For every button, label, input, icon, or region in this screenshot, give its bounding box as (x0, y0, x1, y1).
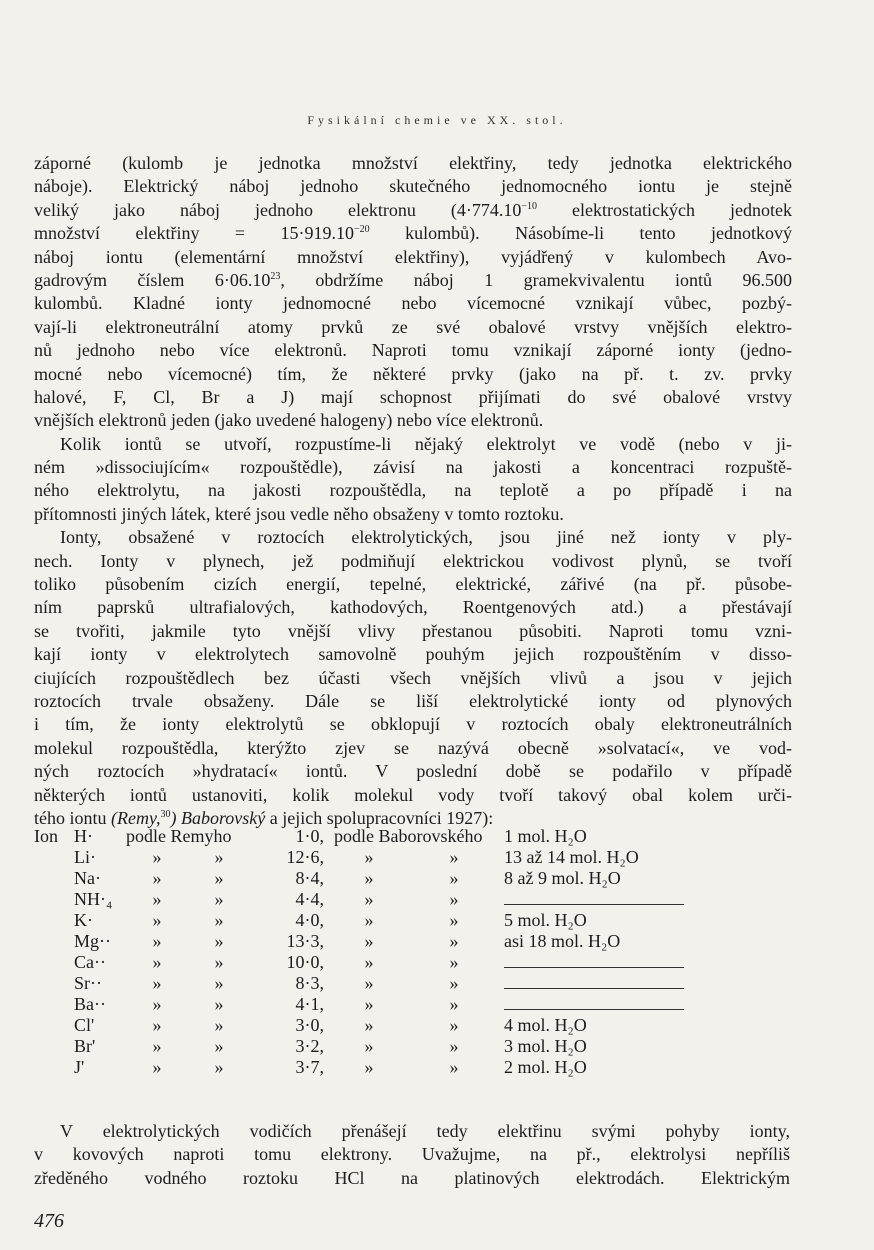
ditto-mark: » (449, 847, 459, 867)
ion-name: J' (74, 1057, 85, 1077)
ditto-mark: » (152, 847, 162, 867)
ditto-mark: » (214, 973, 224, 993)
ditto-mark: » (449, 910, 459, 930)
text-line: kají ionty v elektrolytech samovolně pouhým jejich rozpouštěním v disso- (34, 644, 792, 665)
table-row (34, 847, 774, 868)
ion-name: K· (74, 910, 93, 930)
ion-name: Na· (74, 868, 101, 888)
ditto-mark: » (364, 868, 374, 888)
ditto-mark: » (449, 868, 459, 888)
remy-value: 8·3, (295, 973, 324, 993)
baborovsky-value: 4 mol. H₂O (504, 1015, 587, 1035)
remy-value: 4·0, (295, 910, 324, 930)
ion-label-cell (34, 973, 74, 994)
table-row (34, 1036, 774, 1057)
ditto-mark: » (449, 889, 459, 909)
ditto-mark: » (214, 931, 224, 951)
ion-label-cell (34, 931, 74, 952)
remy-value: 12·6, (286, 847, 324, 867)
blank-rule (504, 978, 684, 989)
text-line: toliko působením cizích energií, tepelné, elektrické, zářivé (na př. působe- (34, 574, 792, 595)
table-row (34, 868, 774, 889)
baborovsky-value: 5 mol. H₂O (504, 910, 587, 930)
ion-label-cell (34, 847, 74, 868)
baborovsky-value: asi 18 mol. H₂O (504, 931, 621, 951)
text-line: tého iontu (Remy,$^{30}$) Baborovský a jejich spolupracovníci 1927): (34, 807, 494, 828)
remy-value: 3·0, (295, 1015, 324, 1035)
ion-name: H· (74, 826, 93, 846)
ditto-mark: » (449, 1057, 459, 1077)
ion-label-cell (34, 1036, 74, 1057)
text-line: Kolik iontů se utvoří, rozpustíme-li nějaký elektrolyt ve vodě (nebo v ji- (60, 433, 792, 454)
remy-value: 3·7, (295, 1057, 324, 1077)
ion-label-cell (34, 994, 74, 1015)
ion-label-cell (34, 1015, 74, 1036)
ditto-mark: » (364, 847, 374, 867)
text-line: náboje). Elektrický náboj jednoho skutečného jednomocného iontu je stejně (34, 176, 792, 197)
ditto-mark: » (214, 910, 224, 930)
text-line: roztocích trvale obsaženy. Dále se liší elektrolytické ionty od plynových (34, 690, 792, 711)
text-line: mocné nebo vícemocné) tím, že některé prvky (jako na př. t. zv. prvky (34, 363, 792, 384)
ditto-mark: » (152, 1015, 162, 1035)
ditto-mark: » (152, 889, 162, 909)
ditto-mark: » (449, 973, 459, 993)
table-row (34, 1057, 774, 1078)
text-line: přítomnosti jiných látek, které jsou vedle něho obsaženy v tomto roztoku. (34, 503, 564, 524)
ditto-mark: » (449, 931, 459, 951)
text-line: v kovových naproti tomu elektrony. Uvažujme, na př., elektrolysi nepříliš (34, 1144, 790, 1165)
text-line: Ionty, obsažené v roztocích elektrolytických, jsou jiné než ionty v ply- (60, 527, 792, 548)
ion-name: NH·₄ (74, 889, 113, 909)
ditto-mark: » (152, 952, 162, 972)
ditto-mark: » (214, 1057, 224, 1077)
ditto-mark: » (449, 952, 459, 972)
text-line: gadrovým číslem $6\cdot 06.10^{23}$, obdržíme náboj 1 gramekvivalentu iontů 96.500 (34, 269, 793, 290)
text-line: ných roztocích »hydratací« iontů. V poslední době se podařilo v případě (34, 761, 792, 782)
ditto-mark: » (214, 889, 224, 909)
remy-value: 8·4, (295, 868, 324, 888)
ion-label-cell (34, 952, 74, 973)
ditto-mark: » (364, 889, 374, 909)
ditto-mark: » (152, 973, 162, 993)
page-number: 476 (34, 1210, 64, 1232)
ion-label-cell (34, 1057, 74, 1078)
text-line: halové, F, Cl, Br a J) mají schopnost přijímati do své obalové vrstvy (34, 386, 792, 407)
baborovsky-value: 3 mol. H₂O (504, 1036, 587, 1056)
baborovsky-header: podle Baborovského (334, 826, 483, 846)
text-line: vnějších elektronů jeden (jako uvedené halogeny) nebo více elektronů. (34, 410, 544, 431)
ion-name: Ca·· (74, 952, 106, 972)
ditto-mark: » (364, 910, 374, 930)
text-line: veliký jako náboj jednoho elektronu ($4\cdot 774.10^{-10}$ elektrostatických jednotek (34, 199, 792, 220)
baborovsky-value: 1 mol. H₂O (504, 826, 587, 846)
remy-value: 4·1, (295, 994, 324, 1014)
text-line: množství elektřiny = $15\cdot 919.10^{-20}$ kulombů). Násobíme-li tento jednotkový (34, 223, 792, 244)
ditto-mark: » (449, 994, 459, 1014)
ditto-mark: » (364, 931, 374, 951)
table-row (34, 1015, 774, 1036)
remy-value: 4·4, (295, 889, 324, 909)
ditto-mark: » (214, 847, 224, 867)
text-line: ním paprsků ultrafialových, kathodových, Roentgenových atd.) a přestávají (34, 597, 792, 618)
baborovsky-blank (504, 973, 774, 994)
ditto-mark: » (364, 1057, 374, 1077)
ditto-mark: » (214, 868, 224, 888)
remy-value: 10·0, (286, 952, 324, 972)
table-row (34, 826, 774, 847)
ditto-mark: » (449, 1036, 459, 1056)
ion-label-cell (34, 889, 74, 910)
running-title: Fysikální chemie ve XX. stol. (307, 113, 567, 127)
ditto-mark: » (214, 952, 224, 972)
ditto-mark: » (449, 1015, 459, 1035)
baborovsky-value: 13 až 14 mol. H₂O (504, 847, 639, 867)
text-line: se tvořiti, jakmile tyto vnější vlivy přestanou působiti. Naproti tomu vzni- (34, 620, 792, 641)
blank-rule (504, 957, 684, 968)
ditto-mark: » (364, 952, 374, 972)
remy-value: 3·2, (295, 1036, 324, 1056)
ditto-mark: » (152, 1057, 162, 1077)
text-line: V elektrolytických vodičích přenášejí tedy elektřinu svými pohyby ionty, (60, 1121, 790, 1141)
ditto-mark: » (152, 1036, 162, 1056)
text-line: ném »dissociujícím« rozpouštědle), závisí na jakosti a koncentraci rozpuště- (34, 457, 792, 478)
ditto-mark: » (214, 1036, 224, 1056)
text-line: vají-li elektroneutrální atomy prvků ze své obalové vrstvy vnějších elektro- (34, 316, 792, 337)
ion-name: Br' (74, 1036, 96, 1056)
ditto-mark: » (364, 1015, 374, 1035)
hydration-table (34, 826, 774, 1078)
text-line: záporné (kulomb je jednotka množství elektřiny, tedy jednotka elektrického (34, 153, 792, 173)
text-line: nů jednoho nebo více elektronů. Naproti tomu vznikají záporné ionty (jedno- (34, 340, 792, 361)
ditto-mark: » (152, 994, 162, 1014)
ion-name: Sr·· (74, 973, 102, 993)
table-row (34, 910, 774, 931)
ion-name: Li· (74, 847, 96, 867)
ion-label-cell: Ion (34, 826, 58, 846)
baborovsky-value: 2 mol. H₂O (504, 1057, 587, 1077)
table-row (34, 889, 774, 910)
closing-paragraph (34, 1120, 790, 1190)
ditto-mark: » (152, 910, 162, 930)
ion-name: Cl' (74, 1015, 95, 1035)
text-line: nech. Ionty v plynech, jež podmiňují elektrickou vodivost plynů, se tvoří (34, 550, 792, 571)
ditto-mark: » (152, 931, 162, 951)
baborovsky-blank (504, 994, 774, 1015)
text-line: náboj iontu (elementární množství elektřiny), vyjádřený v kulombech Avo- (34, 246, 792, 267)
baborovsky-value: 8 až 9 mol. H₂O (504, 868, 621, 888)
table-row (34, 973, 774, 994)
baborovsky-blank (504, 889, 774, 910)
table-row (34, 994, 774, 1015)
ion-name: Mg·· (74, 931, 111, 951)
blank-rule (504, 894, 684, 905)
table-row (34, 952, 774, 973)
table-row (34, 931, 774, 952)
remy-value: 13·3, (286, 931, 324, 951)
text-line: ného elektrolytu, na jakosti rozpouštědla, na teplotě a po případě i na (34, 480, 792, 501)
blank-rule (504, 999, 684, 1010)
text-line: zředěného vodného roztoku HCl na platinových elektrodách. Elektrickým (34, 1167, 790, 1188)
ditto-mark: » (214, 994, 224, 1014)
ion-label-cell (34, 910, 74, 931)
text-line: i tím, že ionty elektrolytů se obklopují v roztocích obaly elektroneutrálních (34, 714, 792, 735)
text-line: kulombů. Kladné ionty jednomocné nebo vícemocné vznikají vůbec, pozbý- (34, 293, 792, 314)
text-line: molekul rozpouštědla, kterýžto zjev se nazývá obecně »solvatací«, ve vod- (34, 737, 792, 758)
ion-name: Ba·· (74, 994, 106, 1014)
text-line: některých iontů ustanoviti, kolik molekul vody tvoří takový obal kolem urči- (34, 784, 792, 805)
remy-header: podle Remyho (126, 826, 232, 846)
ion-label-cell (34, 868, 74, 889)
ditto-mark: » (364, 973, 374, 993)
remy-value: 1·0, (295, 826, 324, 846)
ditto-mark: » (214, 1015, 224, 1035)
main-text (34, 152, 792, 830)
ditto-mark: » (152, 868, 162, 888)
text-line: ciujících rozpouštědlech bez účasti všech vnějších vlivů a jsou v jejich (34, 667, 792, 688)
ditto-mark: » (364, 1036, 374, 1056)
ditto-mark: » (364, 994, 374, 1014)
baborovsky-blank (504, 952, 774, 973)
